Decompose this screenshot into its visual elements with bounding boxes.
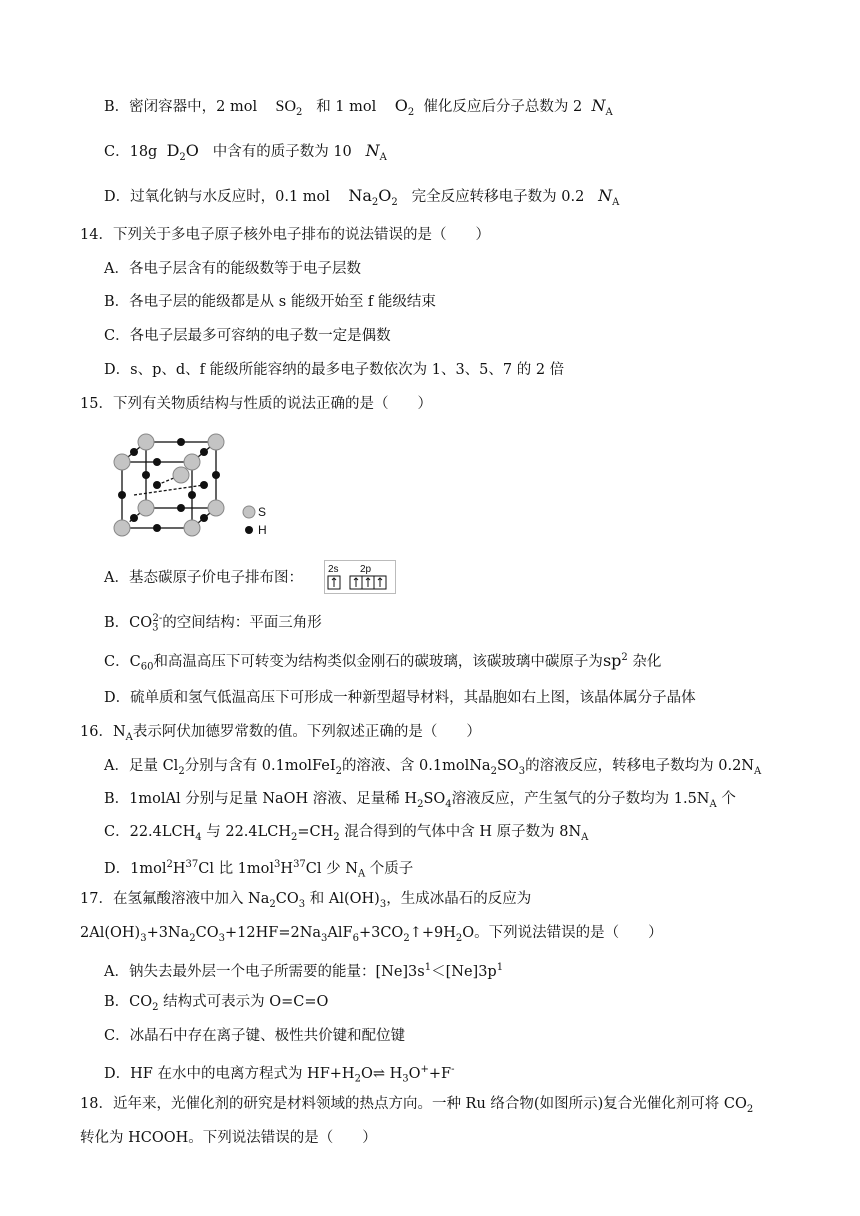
q14-option-b: B．各电子层的能级都是从 s 能级开始至 f 能级结束 — [104, 294, 436, 310]
q13-option-b: B．密闭容器中，2 mol $SO_2$ 和 1 mol $O_2$ 催化反应后分子总数为 2 $N_A$ — [104, 96, 613, 118]
sulfur-atom — [114, 520, 130, 536]
hydrogen-atom — [177, 504, 185, 512]
hydrogen-atom — [130, 514, 138, 522]
legend-sulfur-marker — [243, 506, 255, 518]
orbital-2s-label: 2s — [328, 564, 339, 575]
crystal-cell-figure — [106, 432, 272, 544]
sulfur-atom — [184, 454, 200, 470]
hydrogen-atom — [200, 448, 208, 456]
orbital-diagram — [324, 560, 396, 594]
q17-option-c: C．冰晶石中存在离子键、极性共价键和配位键 — [104, 1028, 406, 1044]
q14-option-d: D．s、p、d、f 能级所能容纳的最多电子数依次为 1、3、5、7 的 2 倍 — [104, 362, 565, 378]
q14-option-a: A．各电子层含有的能级数等于电子层数 — [104, 261, 361, 277]
hydrogen-atom — [130, 448, 138, 456]
q15-option-c: C．$C_{60}$和高温高压下可转变为结构类似金刚石的碳玻璃，该碳玻璃中碳原子为$sp^2$ 杂化 — [104, 650, 662, 673]
hydrogen-atom — [200, 514, 208, 522]
hydrogen-atom — [153, 524, 161, 532]
q15-option-d: D．硫单质和氢气低温高压下可形成一种新型超导材料，其晶胞如右上图，该晶体属分子晶体 — [104, 690, 696, 706]
q14-stem: 14．下列关于多电子原子核外电子排布的说法错误的是（ ） — [80, 227, 490, 243]
hydrogen-atom — [118, 491, 126, 499]
sulfur-atom — [173, 467, 189, 483]
q17-equation: $2Al(OH)_3+3Na_2CO_3+12HF=2Na_3AlF_6+3CO_2↑+9H_2O$。下列说法错误的是（ ） — [80, 925, 663, 944]
q13-option-d: D．过氧化钠与水反应时，0.1 mol $Na_2O_2$ 完全反应转移电子数为 0.2 $N_A$ — [104, 186, 620, 208]
q16-option-d: D．$1mol^2H^{37}Cl$ 比 $1mol^3H^{37}Cl$ 少 $N_A$ 个质子 — [104, 859, 414, 880]
orbital-2p-label: 2p — [360, 564, 372, 575]
q15-option-a: A．基态碳原子价电子排布图： — [104, 570, 303, 586]
q17-option-d: D．HF 在水中的电离方程式为 $HF+H_2O\rightleftharpoons$ $H_3O^++F^-$ — [104, 1064, 455, 1085]
sulfur-atom — [184, 520, 200, 536]
q16-option-c: C．$22.4LCH_4$ 与 $22.4LCH_2=CH_2$ 混合得到的气体中含 H 原子数为 $8N_A$ — [104, 824, 589, 843]
q17-option-b: B．$CO_2$ 结构式可表示为 O=C=O — [104, 994, 329, 1013]
q16-stem: 16．$N_A$表示阿伏加德罗常数的值。下列叙述正确的是（ ） — [80, 724, 481, 743]
hydrogen-atom — [200, 481, 208, 489]
q13-option-c: C．18g $D_2O$ 中含有的质子数为 10 $N_A$ — [104, 141, 387, 163]
hydrogen-atom — [177, 438, 185, 446]
legend-hydrogen-marker — [245, 526, 253, 534]
sulfur-atom — [138, 500, 154, 516]
q15-stem: 15．下列有关物质结构与性质的说法正确的是（ ） — [80, 396, 432, 412]
hydrogen-atom — [142, 471, 150, 479]
legend-hydrogen-label: H — [258, 523, 267, 537]
q18-stem-line2: 转化为 HCOOH。下列说法错误的是（ ） — [80, 1130, 377, 1146]
q18-stem-line1: 18．近年来，光催化剂的研究是材料领域的热点方向。一种 Ru 络合物(如图所示)复合光催化剂可将 $CO_2$ — [80, 1096, 754, 1115]
legend-sulfur-label: S — [258, 505, 267, 519]
hydrogen-atom — [188, 491, 196, 499]
q16-option-a: A．足量 $Cl_2$分别与含有 0.1molFeI$_2$的溶液、含 $0.1molNa_2SO_3$的溶液反应，转移电子数均为 $0.2N_A$ — [104, 758, 762, 777]
hydrogen-atom — [212, 471, 220, 479]
hydrogen-atom — [153, 481, 161, 489]
q16-option-b: B．1molAl 分别与足量 NaOH 溶液、足量稀 $H_2SO_4$溶液反应，产生氢气的分子数均为 $1.5N_A$ 个 — [104, 791, 736, 810]
q17-stem: 17．在氢氟酸溶液中加入 $Na_2CO_3$ 和 $Al(OH)_3$，生成冰晶石的反应为 — [80, 891, 532, 910]
sulfur-atom — [208, 434, 224, 450]
sulfur-atom — [114, 454, 130, 470]
hydrogen-atom — [153, 458, 161, 466]
sulfur-atom — [208, 500, 224, 516]
sulfur-atom — [138, 434, 154, 450]
q17-option-a: A．钠失去最外层一个电子所需要的能量：$[Ne]3s^1<[Ne]3p^1$ — [104, 962, 504, 980]
q14-option-c: C．各电子层最多可容纳的电子数一定是偶数 — [104, 328, 391, 344]
q15-option-b: B．$CO_3^{2-}$的空间结构：平面三角形 — [104, 613, 322, 634]
